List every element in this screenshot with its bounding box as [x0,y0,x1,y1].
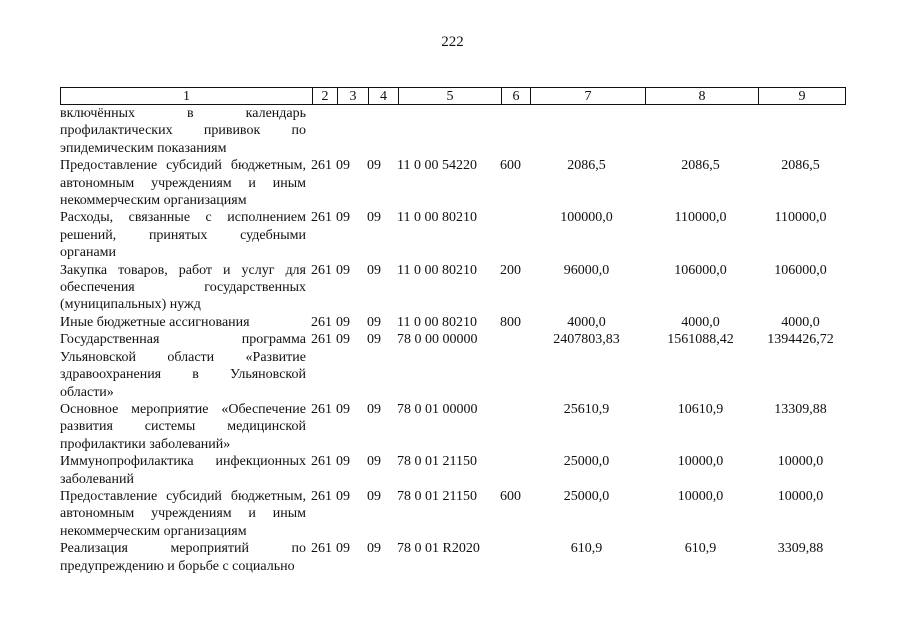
row-cell-container [60,105,311,157]
table-row [60,401,844,453]
table-row [60,488,844,540]
row-cell-c3: 09 [336,454,350,470]
row-cell-c5: 78 0 01 21150 [397,488,477,504]
row-cell-c4: 09 [367,454,381,470]
row-cell-c8: 10000,0 [677,454,724,470]
table-row [60,105,844,157]
row-cell-c5: 78 0 01 R2020 [397,541,480,557]
row-cell-c3: 09 [336,401,350,417]
row-cell-container [60,209,311,261]
header-col-5: 5 [398,88,501,104]
row-cell-c4: 09 [367,262,381,278]
row-name: Иные бюджетные ассигнования [60,314,250,330]
header-col-6: 6 [501,88,530,104]
row-name: Предоставление субсидий бюджетным, автономным учреждениям и иным некоммерческим организациям [60,488,306,539]
row-cell-c3: 09 [336,541,350,557]
row-cell-c8: 4000,0 [681,314,720,330]
row-cell-c7: 96000,0 [563,262,610,278]
row-cell-container [60,401,311,453]
table-row [60,262,844,314]
row-cell-c8: 110000,0 [674,210,727,226]
table-row [60,157,844,209]
row-cell-c2: 261 [311,454,332,470]
row-cell-c8: 106000,0 [674,262,727,278]
row-cell-c5: 11 0 00 80210 [397,210,477,226]
row-cell-c3: 09 [336,332,350,348]
row-cell-c2: 261 [311,314,332,330]
row-cell-c6: 200 [500,262,521,278]
header-col-3: 3 [337,88,368,104]
row-cell-c8: 10000,0 [677,488,724,504]
row-cell-c9: 10000,0 [777,488,824,504]
table-body [60,105,844,575]
row-cell-c4: 09 [367,332,381,348]
row-cell-c3: 09 [336,158,350,174]
row-cell-container [60,453,311,488]
row-cell-c4: 09 [367,488,381,504]
row-cell-c7: 610,9 [570,541,603,557]
row-cell-c2: 261 [311,332,332,348]
row-cell-c7: 25000,0 [563,454,610,470]
row-cell-container [60,314,311,331]
row-cell-c2: 261 [311,488,332,504]
row-cell-container [60,262,311,314]
row-cell-c9: 2086,5 [781,158,820,174]
page-number: 222 [441,34,464,50]
row-cell-c3: 09 [336,314,350,330]
row-cell-c5: 11 0 00 80210 [397,262,477,278]
row-cell-c2: 261 [311,541,332,557]
row-cell-c4: 09 [367,210,381,226]
row-cell-c9: 10000,0 [777,454,824,470]
table-header [60,87,846,105]
row-cell-c8: 2086,5 [681,158,720,174]
row-name: Основное мероприятие «Обеспечение развития системы медицинской профилактики заболеваний» [60,401,306,452]
row-cell-c5: 11 0 00 80210 [397,314,477,330]
row-cell-container [60,540,311,575]
table-row [60,453,844,488]
header-col-9: 9 [758,88,845,104]
row-cell-c7: 2086,5 [567,158,606,174]
row-cell-c4: 09 [367,401,381,417]
row-cell-c8: 10610,9 [677,401,724,417]
row-cell-c2: 261 [311,210,332,226]
row-cell-c9: 4000,0 [781,314,820,330]
row-cell-c9: 110000,0 [774,210,827,226]
row-name: Закупка товаров, работ и услуг для обеспечения государственных (муниципальных) нужд [60,262,306,313]
header-col-8: 8 [645,88,758,104]
row-cell-c9: 106000,0 [774,262,827,278]
row-cell-container [60,157,311,209]
row-cell-c3: 09 [336,262,350,278]
row-cell-c5: 11 0 00 54220 [397,158,477,174]
row-cell-c9: 1394426,72 [767,332,834,348]
row-cell-container [60,488,311,540]
row-name: Иммунопрофилактика инфекционных заболеваний [60,454,306,487]
row-cell-c2: 261 [311,401,332,417]
table-row [60,331,844,401]
header-col-2: 2 [312,88,337,104]
row-cell-c3: 09 [336,488,350,504]
row-name: Реализация мероприятий по предупреждению и борьбе с социально [60,541,306,574]
row-cell-container [60,331,311,401]
row-cell-c9: 13309,88 [774,401,827,417]
table-row [60,540,844,575]
row-cell-c7: 4000,0 [567,314,606,330]
row-cell-c8: 610,9 [684,541,717,557]
row-name: включённых в календарь профилактических прививок по эпидемическим показаниям [60,106,306,156]
table-row [60,314,844,331]
row-cell-c4: 09 [367,541,381,557]
row-cell-c9: 3309,88 [777,541,824,557]
row-cell-c7: 100000,0 [560,210,613,226]
row-cell-c4: 09 [367,158,381,174]
row-cell-c2: 261 [311,158,332,174]
row-name: Расходы, связанные с исполнением решений, принятых судебными органами [60,210,306,261]
header-col-1: 1 [183,89,190,104]
row-cell-c6: 600 [500,488,521,504]
row-cell-c3: 09 [336,210,350,226]
row-cell-c6: 800 [500,314,521,330]
row-name: Государственная программа Ульяновской области «Развитие здравоохранения в Ульяновской области» [60,332,306,400]
row-cell-c2: 261 [311,262,332,278]
row-cell-c7: 25610,9 [563,401,610,417]
row-cell-c7: 25000,0 [563,488,610,504]
row-cell-c5: 78 0 01 00000 [397,401,478,417]
row-cell-c4: 09 [367,314,381,330]
row-cell-c6: 600 [500,158,521,174]
row-cell-c7: 2407803,83 [553,332,620,348]
row-cell-c5: 78 0 01 21150 [397,454,477,470]
header-col-7: 7 [530,88,645,104]
table-row [60,209,844,261]
row-name: Предоставление субсидий бюджетным, автономным учреждениям и иным некоммерческим организациям [60,158,306,209]
row-cell-c5: 78 0 00 00000 [397,332,478,348]
row-cell-c8: 1561088,42 [667,332,734,348]
header-col-4: 4 [368,88,398,104]
